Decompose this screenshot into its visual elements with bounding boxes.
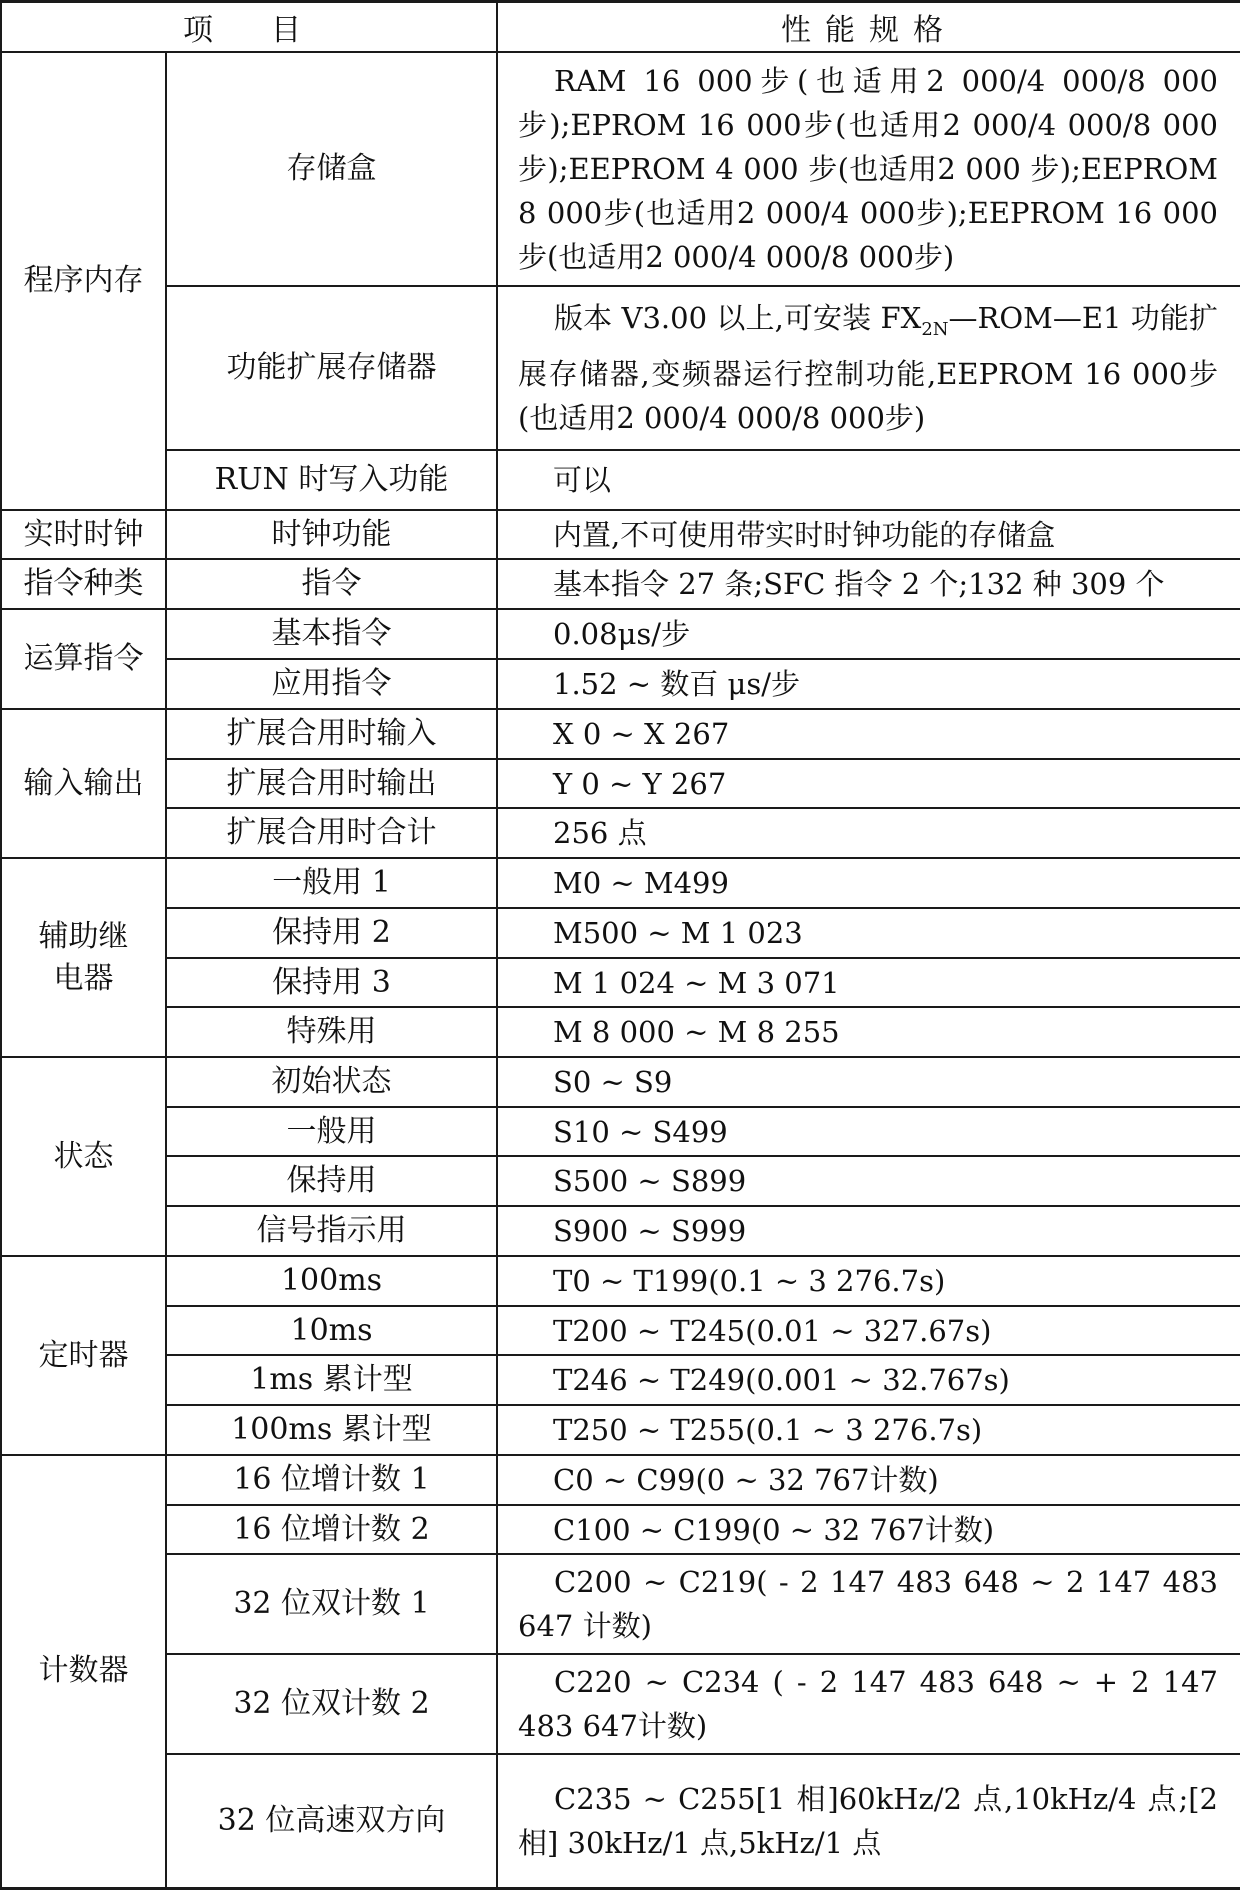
item-cell: 应用指令 — [166, 659, 497, 709]
table-row — [1, 559, 1240, 609]
value-cell: T200 ~ T245(0.01 ~ 327.67s) — [497, 1306, 1240, 1355]
item-cell: 时钟功能 — [166, 510, 497, 559]
table-row — [1, 808, 1240, 858]
table-row — [1, 1505, 1240, 1554]
item-cell: 功能扩展存储器 — [166, 286, 497, 450]
item-cell: 一般用 — [166, 1107, 497, 1156]
item-cell: 初始状态 — [166, 1057, 497, 1107]
value-cell — [497, 1754, 1240, 1888]
table-row — [1, 958, 1240, 1007]
table-row — [1, 709, 1240, 759]
value-cell: 基本指令 27 条;SFC 指令 2 个;132 种 309 个 — [497, 559, 1240, 609]
item-cell: 扩展合用时输入 — [166, 709, 497, 759]
value-cell — [497, 1654, 1240, 1754]
table-row — [1, 908, 1240, 958]
value-cell: T250 ~ T255(0.1 ~ 3 276.7s) — [497, 1405, 1240, 1455]
table-row — [1, 1057, 1240, 1107]
item-cell: 一般用 1 — [166, 858, 497, 908]
item-cell: 1ms 累计型 — [166, 1355, 497, 1405]
value-cell: M0 ~ M499 — [497, 858, 1240, 908]
value-text: C235 ~ C255[1 相]60kHz/2 点,10kHz/4 点;[2 相] 30kHz/1 点,5kHz/1 点 — [518, 1781, 1218, 1860]
item-cell: 32 位双计数 2 — [166, 1654, 497, 1754]
category-line-2: 电器 — [53, 960, 114, 996]
item-cell: 16 位增计数 1 — [166, 1455, 497, 1505]
value-cell: S10 ~ S499 — [497, 1107, 1240, 1156]
value-cell: M 8 000 ~ M 8 255 — [497, 1007, 1240, 1057]
item-cell: 16 位增计数 2 — [166, 1505, 497, 1554]
value-cell: S500 ~ S899 — [497, 1156, 1240, 1206]
header-spec: 性能规格 — [497, 2, 1240, 53]
value-cell: 0.08μs/步 — [497, 609, 1240, 659]
value-cell: 内置,不可使用带实时时钟功能的存储盒 — [497, 510, 1240, 559]
value-cell: 1.52 ~ 数百 μs/步 — [497, 659, 1240, 709]
value-text-pre: 版本 V3.00 以上,可安装 FX — [554, 301, 922, 336]
table-row — [1, 1754, 1240, 1888]
table-row — [1, 609, 1240, 659]
category-cell: 计数器 — [1, 1455, 166, 1888]
item-cell: 特殊用 — [166, 1007, 497, 1057]
table-row — [1, 1256, 1240, 1306]
item-cell: 保持用 3 — [166, 958, 497, 1007]
table-row — [1, 1654, 1240, 1754]
category-cell: 指令种类 — [1, 559, 166, 609]
value-cell: M500 ~ M 1 023 — [497, 908, 1240, 958]
value-cell: 256 点 — [497, 808, 1240, 858]
table-row — [1, 1107, 1240, 1156]
value-cell — [497, 286, 1240, 450]
value-text: C220 ~ C234 ( - 2 147 483 648 ~ + 2 147 483 647计数) — [518, 1665, 1218, 1743]
value-cell — [497, 1554, 1240, 1654]
item-cell: 信号指示用 — [166, 1206, 497, 1256]
table-row — [1, 759, 1240, 808]
category-line-1: 辅助继 — [38, 918, 129, 954]
category-cell: 程序内存 — [1, 52, 166, 510]
item-cell: 32 位双计数 1 — [166, 1554, 497, 1654]
category-text — [24, 916, 144, 1000]
table-row — [1, 450, 1240, 510]
table-row — [1, 1206, 1240, 1256]
value-cell: M 1 024 ~ M 3 071 — [497, 958, 1240, 1007]
value-cell: T246 ~ T249(0.001 ~ 32.767s) — [497, 1355, 1240, 1405]
table-row — [1, 286, 1240, 450]
table-row — [1, 1455, 1240, 1505]
table-header-row — [1, 2, 1240, 53]
category-cell — [1, 858, 166, 1057]
category-cell: 输入输出 — [1, 709, 166, 858]
value-cell: Y 0 ~ Y 267 — [497, 759, 1240, 808]
category-cell: 实时时钟 — [1, 510, 166, 559]
value-text-post: —ROM—E1 功能扩展存储器,变频器运行控制功能,EEPROM 16 000步(也适用2 000/4 000/8 000步) — [518, 301, 1218, 435]
item-cell: 100ms 累计型 — [166, 1405, 497, 1455]
header-item: 项 目 — [1, 2, 497, 53]
item-cell: 扩展合用时合计 — [166, 808, 497, 858]
item-cell: 32 位高速双方向 — [166, 1754, 497, 1888]
table-row — [1, 1156, 1240, 1206]
value-cell: C100 ~ C199(0 ~ 32 767计数) — [497, 1505, 1240, 1554]
category-cell: 运算指令 — [1, 609, 166, 709]
table-row — [1, 1554, 1240, 1654]
table-row — [1, 659, 1240, 709]
table-row — [1, 52, 1240, 286]
table-row — [1, 1405, 1240, 1455]
category-cell: 定时器 — [1, 1256, 166, 1455]
value-text: C200 ~ C219( - 2 147 483 648 ~ 2 147 483 647 计数) — [518, 1565, 1218, 1643]
table-row — [1, 1355, 1240, 1405]
item-cell: RUN 时写入功能 — [166, 450, 497, 510]
table-row — [1, 510, 1240, 559]
item-cell: 扩展合用时输出 — [166, 759, 497, 808]
item-cell: 指令 — [166, 559, 497, 609]
value-cell — [497, 52, 1240, 286]
value-text: RAM 16 000步(也适用2 000/4 000/8 000步);EPROM 16 000步(也适用2 000/4 000/8 000步);EEPROM 4 000 步(也适用2 000 步);EEPROM 8 000步(也适用2 000/4 000步);EEPROM 16 000步(也适用2 000/4 000/8 000步) — [518, 64, 1218, 274]
item-cell: 保持用 2 — [166, 908, 497, 958]
item-cell: 基本指令 — [166, 609, 497, 659]
table-row — [1, 1007, 1240, 1057]
value-cell: X 0 ~ X 267 — [497, 709, 1240, 759]
value-cell: 可以 — [497, 450, 1240, 510]
item-cell: 100ms — [166, 1256, 497, 1306]
table-row — [1, 1306, 1240, 1355]
item-cell: 10ms — [166, 1306, 497, 1355]
value-cell: T0 ~ T199(0.1 ~ 3 276.7s) — [497, 1256, 1240, 1306]
table-row — [1, 858, 1240, 908]
category-cell: 状态 — [1, 1057, 166, 1256]
item-cell: 保持用 — [166, 1156, 497, 1206]
value-text-sub: 2N — [921, 318, 949, 340]
item-cell: 存储盒 — [166, 52, 497, 286]
value-text — [518, 296, 1218, 440]
value-cell: C0 ~ C99(0 ~ 32 767计数) — [497, 1455, 1240, 1505]
value-cell: S0 ~ S9 — [497, 1057, 1240, 1107]
value-cell: S900 ~ S999 — [497, 1206, 1240, 1256]
